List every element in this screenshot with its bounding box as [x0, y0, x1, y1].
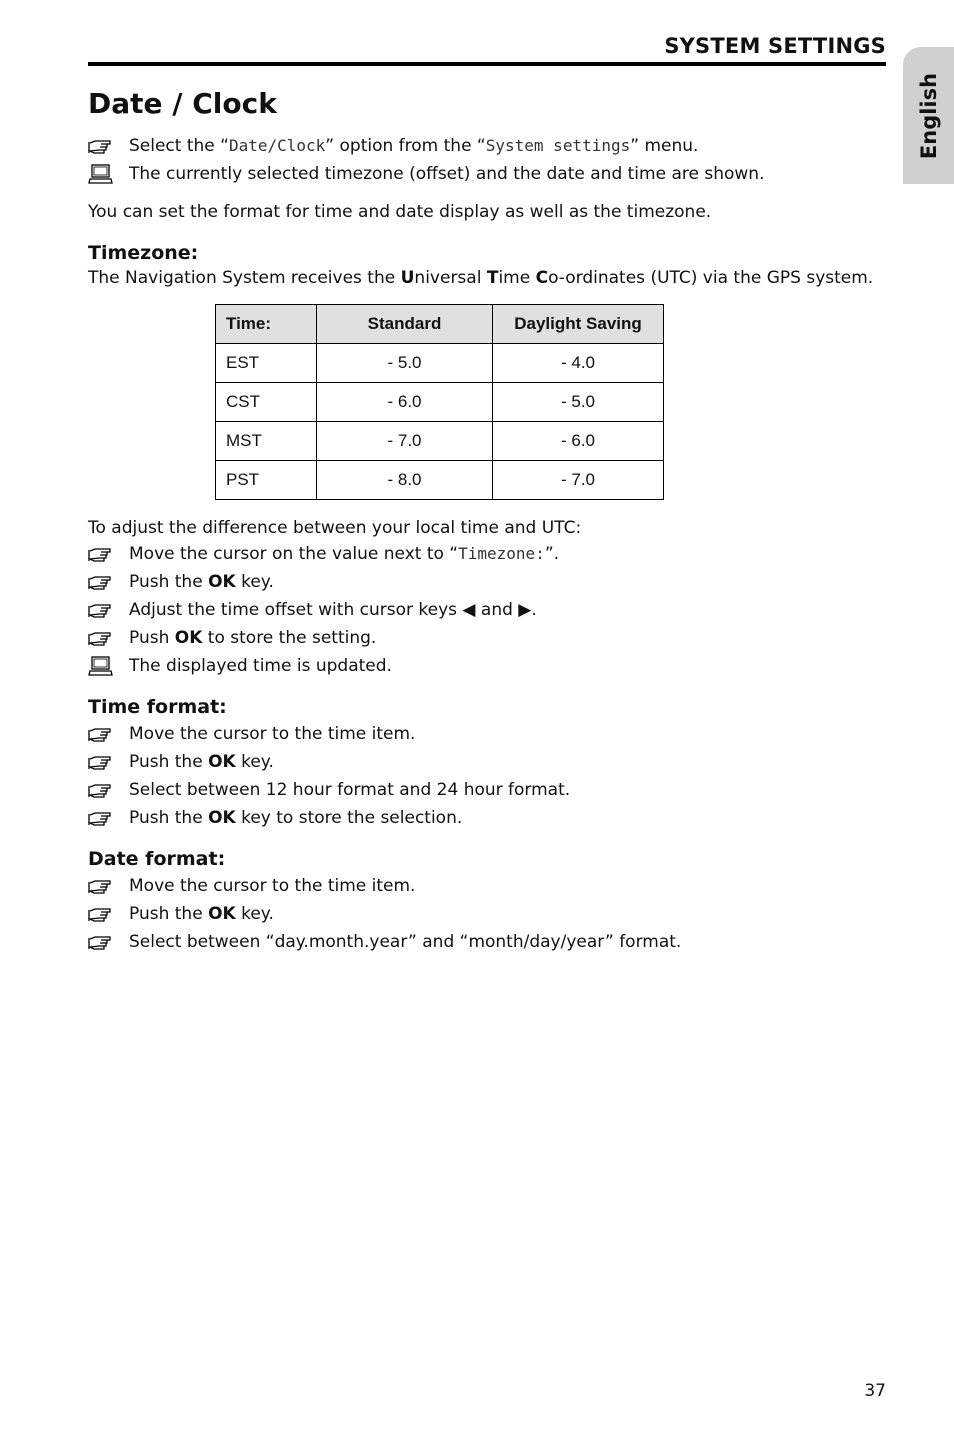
pointing-hand-icon [88, 596, 118, 624]
timezone-text: The Navigation System receives the Universal Time Co-ordinates (UTC) via the GPS system. [88, 268, 874, 288]
timezone-step-move-cursor: Move the cursor on the value next to “Timezone:”. [88, 540, 888, 568]
pointing-hand-icon [88, 132, 118, 160]
page-header [88, 34, 886, 66]
table-row [216, 344, 664, 383]
timezone-step-adjust: Adjust the time offset with cursor keys ◀ and ▶. [88, 596, 888, 624]
table-cell: - 5.0 [493, 383, 664, 422]
table-cell: - 6.0 [317, 383, 493, 422]
table-header-row [216, 305, 664, 344]
ok-key: OK [208, 752, 236, 772]
cursor-left-icon: ◀ [462, 600, 476, 620]
table-header: Standard [317, 305, 493, 344]
table-cell: - 7.0 [493, 461, 664, 500]
table-cell: CST [216, 383, 317, 422]
table-cell: - 7.0 [317, 422, 493, 461]
pointing-hand-icon [88, 540, 118, 568]
language-tab [903, 47, 954, 184]
menu-name-code: System settings [485, 136, 631, 155]
table-header: Daylight Saving [493, 305, 664, 344]
table-row [216, 422, 664, 461]
ok-key: OK [208, 904, 236, 924]
ok-key: OK [174, 628, 203, 648]
table-cell: PST [216, 461, 317, 500]
page-content [88, 84, 888, 956]
pointing-hand-icon [88, 624, 118, 652]
table-row [216, 461, 664, 500]
table-cell: - 8.0 [317, 461, 493, 500]
time-format-heading: Time format: [88, 696, 227, 718]
date-format-step-move-cursor: Move the cursor to the time item. [88, 872, 888, 900]
table-cell: EST [216, 344, 317, 383]
page-title: Date / Clock [88, 87, 277, 120]
table-cell: - 5.0 [317, 344, 493, 383]
page-number: 37 [864, 1381, 886, 1401]
date-format-step-push-ok: Push the OK key. [88, 900, 888, 928]
adjust-intro: To adjust the difference between your local time and UTC: [88, 518, 582, 538]
pointing-hand-icon [88, 928, 118, 956]
display-icon [88, 652, 118, 680]
timezone-heading: Timezone: [88, 242, 199, 264]
pointing-hand-icon [88, 900, 118, 928]
time-format-step-select: Select between 12 hour format and 24 hour format. [88, 776, 888, 804]
intro-paragraph: You can set the format for time and date display as well as the timezone. [88, 202, 712, 222]
timezone-step-store: Push OK to store the setting. [88, 624, 888, 652]
table-header: Time: [216, 305, 317, 344]
timezone-code: Timezone: [458, 544, 545, 563]
table-cell: - 4.0 [493, 344, 664, 383]
time-format-step-store: Push the OK key to store the selection. [88, 804, 888, 832]
step-select-date-clock: Select the “Date/Clock” option from the “System settings” menu. [88, 132, 888, 160]
table-cell: - 6.0 [493, 422, 664, 461]
result-timezone-shown: The currently selected timezone (offset) and the date and time are shown. [88, 160, 888, 188]
timezone-table [215, 304, 664, 500]
menu-option-code: Date/Clock [228, 136, 326, 155]
pointing-hand-icon [88, 872, 118, 900]
pointing-hand-icon [88, 804, 118, 832]
date-format-heading: Date format: [88, 848, 226, 870]
pointing-hand-icon [88, 568, 118, 596]
pointing-hand-icon [88, 748, 118, 776]
cursor-right-icon: ▶ [518, 600, 532, 620]
table-cell: MST [216, 422, 317, 461]
ok-key: OK [208, 808, 236, 828]
table-row [216, 383, 664, 422]
pointing-hand-icon [88, 776, 118, 804]
time-format-step-push-ok: Push the OK key. [88, 748, 888, 776]
pointing-hand-icon [88, 720, 118, 748]
time-format-step-move-cursor: Move the cursor to the time item. [88, 720, 888, 748]
display-icon [88, 160, 118, 188]
timezone-result: The displayed time is updated. [88, 652, 888, 680]
date-format-step-select: Select between “day.month.year” and “month/day/year” format. [88, 928, 888, 956]
ok-key: OK [208, 572, 236, 592]
section-title: SYSTEM SETTINGS [664, 34, 886, 58]
language-tab-label: English [916, 72, 941, 159]
timezone-step-push-ok: Push the OK key. [88, 568, 888, 596]
